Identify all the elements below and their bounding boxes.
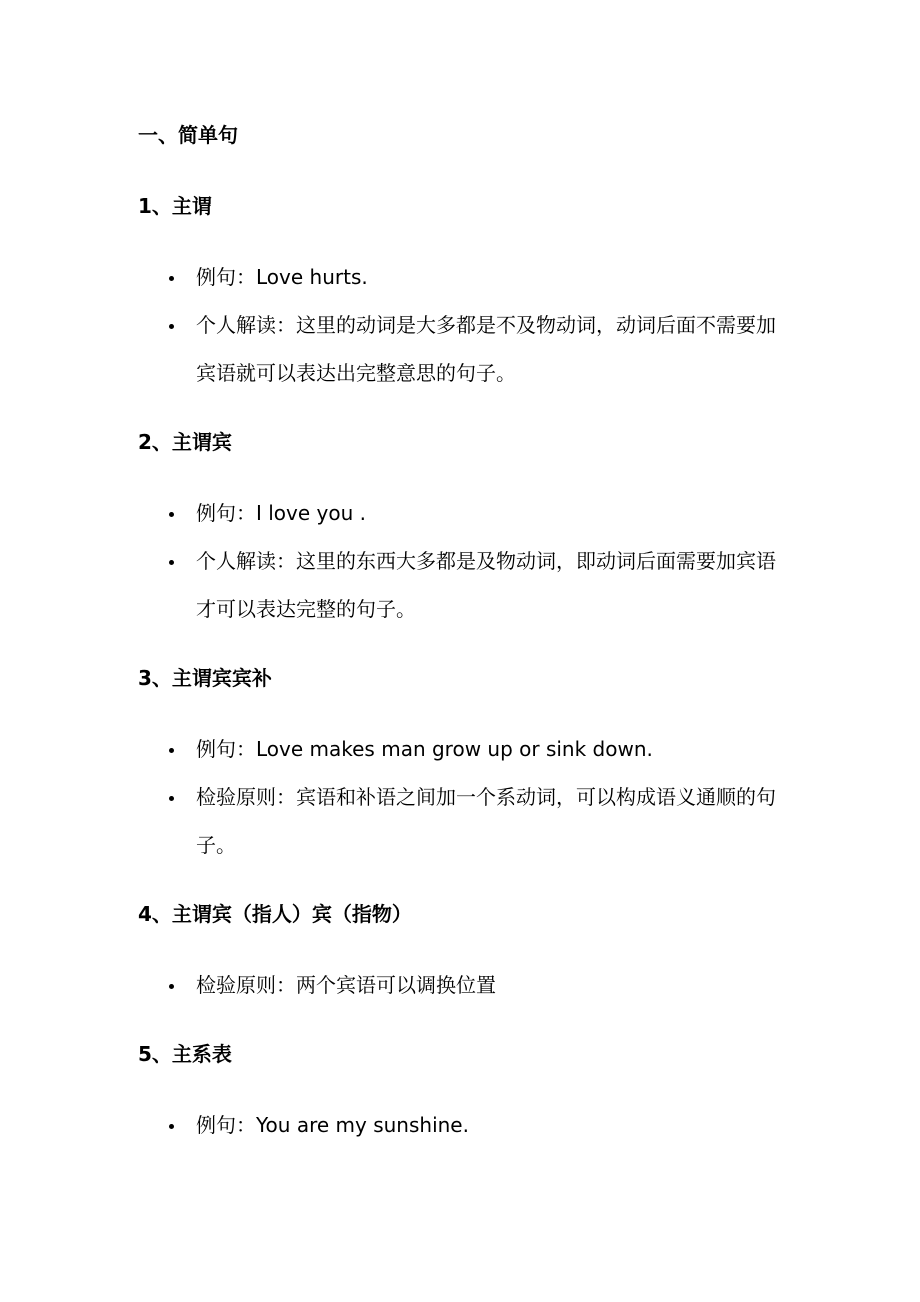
list-item: 例句：Love makes man grow up or sink down.: [196, 737, 653, 761]
section-heading: 2、主谓宾: [138, 430, 232, 454]
bullet-icon: [169, 324, 174, 329]
bullet-icon: [169, 984, 174, 989]
bullet-icon: [169, 512, 174, 517]
section-heading: 3、主谓宾宾补: [138, 666, 272, 690]
list-item: 个人解读：这里的动词是大多都是不及物动词，动词后面不需要加宾语就可以表达出完整意思的句子。: [196, 313, 776, 385]
bullet-icon: [169, 1124, 174, 1129]
list-item: 例句：I love you .: [196, 501, 367, 525]
list-item: 例句：You are my sunshine.: [196, 1113, 469, 1137]
section-heading: 5、主系表: [138, 1042, 232, 1066]
section-heading: 1、主谓: [138, 194, 212, 218]
section-heading: 4、主谓宾（指人）宾（指物）: [138, 902, 412, 926]
list-item: 例句：Love hurts.: [196, 265, 368, 289]
list-item: 检验原则：宾语和补语之间加一个系动词，可以构成语义通顺的句子。: [196, 785, 776, 857]
bullet-icon: [169, 276, 174, 281]
bullet-icon: [169, 796, 174, 801]
bullet-icon: [169, 748, 174, 753]
list-item: 个人解读：这里的东西大多都是及物动词，即动词后面需要加宾语才可以表达完整的句子。: [196, 549, 776, 621]
document-title: 一、简单句: [138, 123, 238, 147]
list-item: 检验原则：两个宾语可以调换位置: [196, 973, 496, 997]
bullet-icon: [169, 560, 174, 565]
